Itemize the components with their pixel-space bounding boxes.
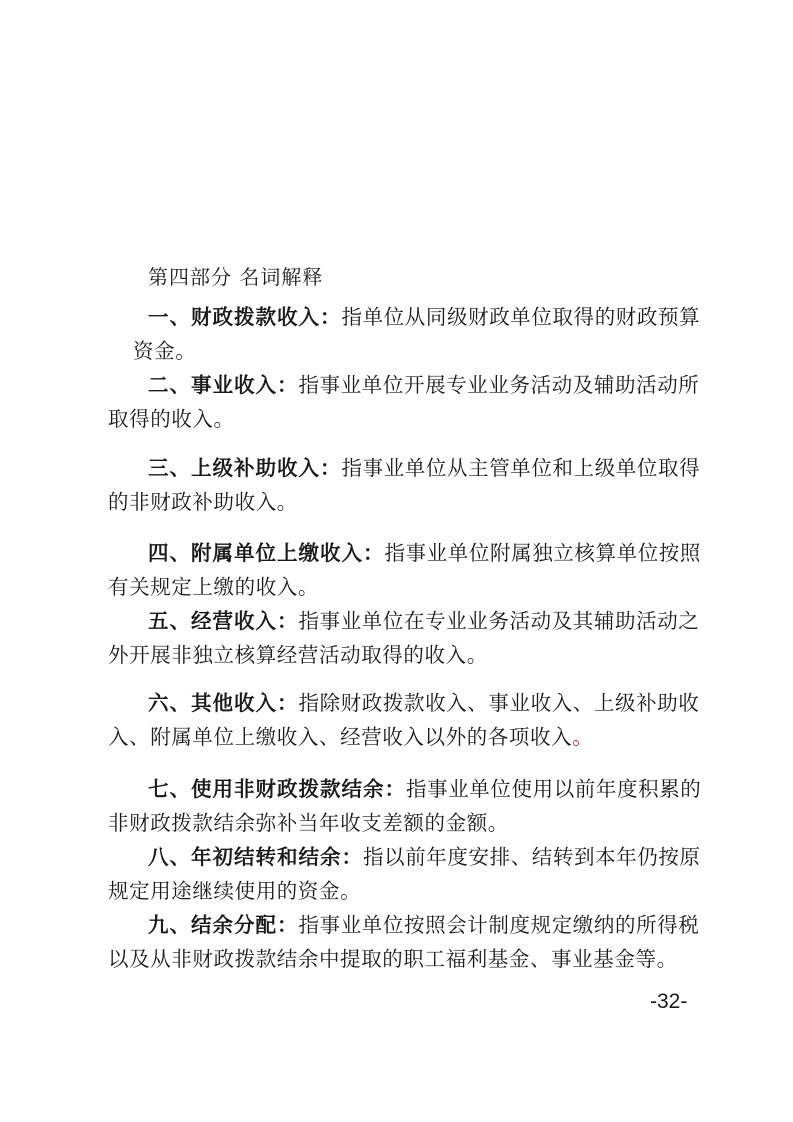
item-6-text: 指除财政拨款收入、事业收入、上级补助收 <box>298 691 700 715</box>
item-5-term: 五、经营收入： <box>148 609 299 633</box>
item-6-red-period: 。 <box>572 725 594 749</box>
item-1-line-1 <box>148 300 700 330</box>
item-2-text: 指事业单位开展专业业务活动及辅助活动所 <box>298 373 700 397</box>
item-8-term: 八、年初结转和结余： <box>148 845 363 869</box>
item-7-text: 指事业单位使用以前年度积累的 <box>406 777 702 801</box>
item-2-line-1 <box>148 368 699 398</box>
item-7-term: 七、使用非财政拨款结余： <box>148 777 406 801</box>
item-8-text: 指以前年度安排、结转到本年仍按原 <box>363 845 701 869</box>
item-9-text: 指事业单位按照会计制度规定缴纳的所得税 <box>298 913 700 937</box>
item-1-text: 指单位从同级财政单位取得的财政预算 <box>341 305 701 329</box>
item-8-line-2: 规定用途继续使用的资金。 <box>108 879 362 903</box>
item-3-text: 指事业单位从主管单位和上级单位取得 <box>341 456 701 480</box>
item-6-line-2 <box>108 720 593 750</box>
page-number: -32- <box>650 990 688 1013</box>
item-2-line-2: 取得的收入。 <box>108 407 235 431</box>
item-1-term: 一、财政拨款收入： <box>148 305 342 329</box>
section-heading: 第四部分 名词解释 <box>148 265 324 289</box>
item-3-line-2: 的非财政补助收入。 <box>108 490 298 514</box>
item-6-term: 六、其他收入： <box>148 691 299 715</box>
item-5-line-2: 外开展非独立核算经营活动取得的收入。 <box>108 643 488 667</box>
item-9-line-1 <box>148 908 699 938</box>
item-4-line-2: 有关规定上缴的收入。 <box>108 575 319 599</box>
item-6-line-1 <box>148 686 699 716</box>
item-2-term: 二、事业收入： <box>148 373 299 397</box>
item-5-text: 指事业单位在专业业务活动及其辅助活动之 <box>298 609 700 633</box>
item-3-term: 三、上级补助收入： <box>148 456 342 480</box>
item-9-line-2: 以及从非财政拨款结余中提取的职工福利基金、事业基金等。 <box>108 947 678 971</box>
item-6-text-2: 入、附属单位上缴收入、经营收入以外的各项收入 <box>108 725 573 749</box>
item-8-line-1 <box>148 840 701 870</box>
item-9-term: 九、结余分配： <box>148 913 299 937</box>
item-5-line-1 <box>148 604 699 634</box>
item-7-line-1 <box>148 772 701 802</box>
item-3-line-1 <box>148 451 700 481</box>
item-4-text: 指事业单位附属独立核算单位按照 <box>384 541 701 565</box>
item-4-term: 四、附属单位上缴收入： <box>148 541 385 565</box>
item-1-line-2: 资金。 <box>133 339 197 363</box>
item-4-line-1 <box>148 536 701 566</box>
item-7-line-2: 非财政拨款结余弥补当年收支差额的金额。 <box>108 811 509 835</box>
